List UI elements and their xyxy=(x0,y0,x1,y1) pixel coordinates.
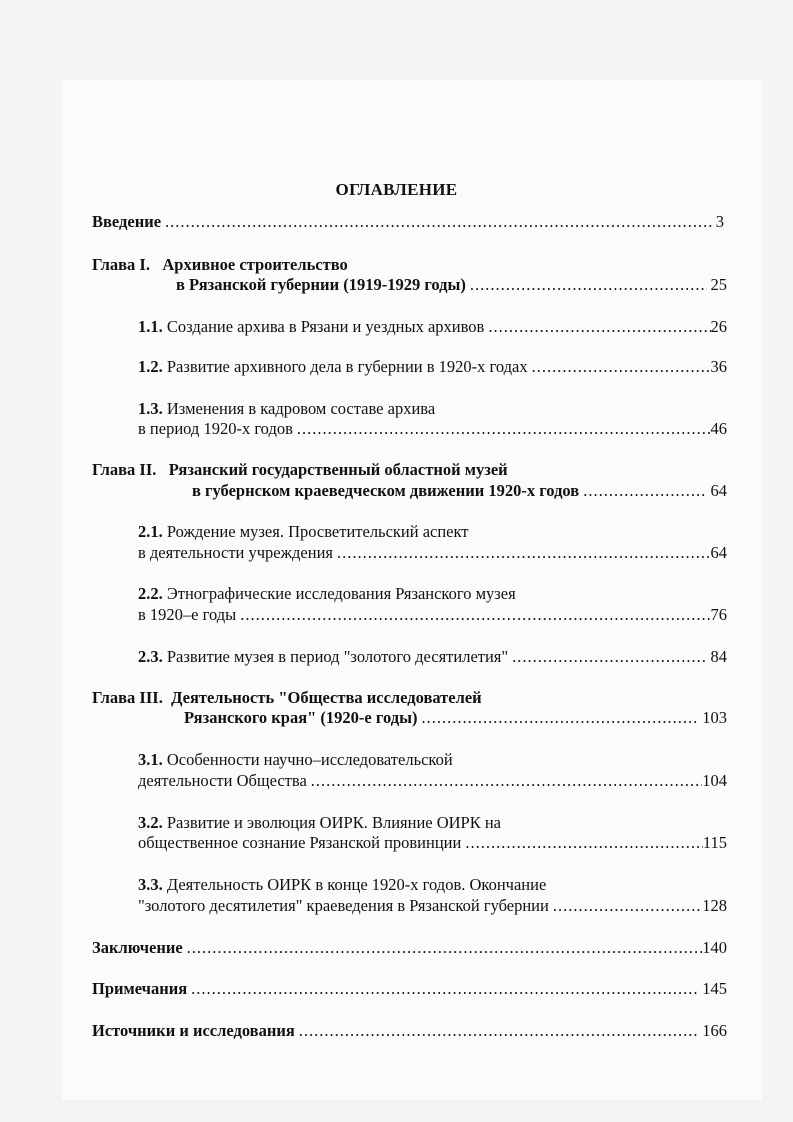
entry-label: в деятельности учреждения xyxy=(138,543,333,562)
entry-label: 1.2. Развитие архивного дела в губернии в 1920-х годах xyxy=(138,357,528,376)
section-1-3-line-1: 1.3. Изменения в кадровом составе архива xyxy=(138,399,436,418)
entry-label: деятельности Общества xyxy=(138,771,307,790)
entry-label: 1.1. Создание архива в Рязани и уездных архивов xyxy=(138,317,485,336)
entry-page: 115 xyxy=(702,833,727,852)
entry-label: "золотого десятилетия" краеведения в Рязанской губернии xyxy=(138,896,549,915)
entry-label: Заключение xyxy=(92,938,183,957)
leader-dots xyxy=(240,605,710,625)
toc-entry-sources xyxy=(92,1021,727,1041)
leader-dots xyxy=(311,771,702,791)
toc-entry-chapter-2 xyxy=(192,481,727,501)
entry-page: 26 xyxy=(710,317,727,336)
toc-entry-introduction xyxy=(92,212,724,232)
entry-label: в Рязанской губернии (1919-1929 годы) xyxy=(176,275,466,294)
toc-entry-chapter-1 xyxy=(176,275,727,295)
toc-entry-chapter-3 xyxy=(184,708,727,728)
entry-page: 84 xyxy=(710,647,727,666)
chapter-2-title-1: Рязанский государственный областной музей xyxy=(168,460,508,479)
toc-entry-3-2 xyxy=(138,833,727,853)
toc-heading: ОГЛАВЛЕНИЕ xyxy=(335,180,458,199)
toc-entry-1-3 xyxy=(138,419,727,439)
chapter-2-title-line-1 xyxy=(92,460,508,480)
leader-dots xyxy=(165,212,712,232)
section-3-1-line-1: 3.1. Особенности научно–исследовательской xyxy=(138,750,453,769)
entry-label: 2.3. Развитие музея в период "золотого десятилетия" xyxy=(138,647,509,666)
entry-page: 3 xyxy=(715,212,724,231)
toc-entry-conclusion xyxy=(92,938,727,958)
entry-page: 36 xyxy=(710,357,727,376)
chapter-3-title-line-1 xyxy=(92,688,482,708)
leader-dots xyxy=(187,938,703,958)
entry-label: Примечания xyxy=(92,979,188,998)
toc-entry-1-1 xyxy=(138,317,727,337)
chapter-1-title-line-1 xyxy=(92,255,348,275)
toc-entry-2-1 xyxy=(138,543,727,563)
chapter-1-title-1: Архивное строительство xyxy=(162,255,348,274)
leader-dots xyxy=(532,357,711,377)
leader-dots xyxy=(421,708,698,728)
entry-page: 104 xyxy=(702,771,727,790)
entry-label: в губернском краеведческом движении 1920-х годов xyxy=(192,481,580,500)
toc-entry-2-3 xyxy=(138,647,727,667)
leader-dots xyxy=(470,275,707,295)
entry-label: в 1920–е годы xyxy=(138,605,237,624)
leader-dots xyxy=(583,481,706,501)
leader-dots xyxy=(488,317,710,337)
toc-entry-2-2 xyxy=(138,605,727,625)
entry-label: общественное сознание Рязанской провинции xyxy=(138,833,462,852)
leader-dots xyxy=(553,896,702,916)
toc-entry-3-1 xyxy=(138,771,727,791)
entry-page: 46 xyxy=(710,419,727,438)
entry-page: 145 xyxy=(702,979,727,998)
section-2-2-line-1: 2.2. Этнографические исследования Рязанского музея xyxy=(138,584,516,603)
entry-page: 140 xyxy=(702,938,727,957)
leader-dots xyxy=(191,979,698,999)
entry-page: 64 xyxy=(710,481,727,500)
entry-page: 103 xyxy=(702,708,727,727)
section-3-2-line-1: 3.2. Развитие и эволюция ОИРК. Влияние ОИРК на xyxy=(138,813,502,832)
chapter-1-label: Глава I. xyxy=(92,255,150,274)
leader-dots xyxy=(465,833,703,853)
entry-label: Рязанского края" (1920-е годы) xyxy=(184,708,418,727)
entry-page: 128 xyxy=(702,896,727,915)
leader-dots xyxy=(512,647,706,667)
chapter-2-label: Глава II. xyxy=(92,460,157,479)
entry-label: в период 1920-х годов xyxy=(138,419,293,438)
toc-entry-3-3 xyxy=(138,896,727,916)
entry-page: 166 xyxy=(702,1021,727,1040)
leader-dots xyxy=(297,419,711,439)
chapter-3-label: Глава III. xyxy=(92,688,163,707)
entry-label: Источники и исследования xyxy=(92,1021,295,1040)
leader-dots xyxy=(337,543,711,563)
entry-page: 64 xyxy=(710,543,727,562)
entry-page: 25 xyxy=(710,275,727,294)
entry-page: 76 xyxy=(710,605,727,624)
toc-entry-notes xyxy=(92,979,727,999)
section-2-1-line-1: 2.1. Рождение музея. Просветительский аспект xyxy=(138,522,469,541)
entry-label: Введение xyxy=(92,212,162,231)
toc-entry-1-2 xyxy=(138,357,727,377)
chapter-3-title-1: Деятельность "Общества исследователей xyxy=(171,688,482,707)
section-3-3-line-1: 3.3. Деятельность ОИРК в конце 1920-х годов. Окончание xyxy=(138,875,547,894)
leader-dots xyxy=(299,1021,698,1041)
